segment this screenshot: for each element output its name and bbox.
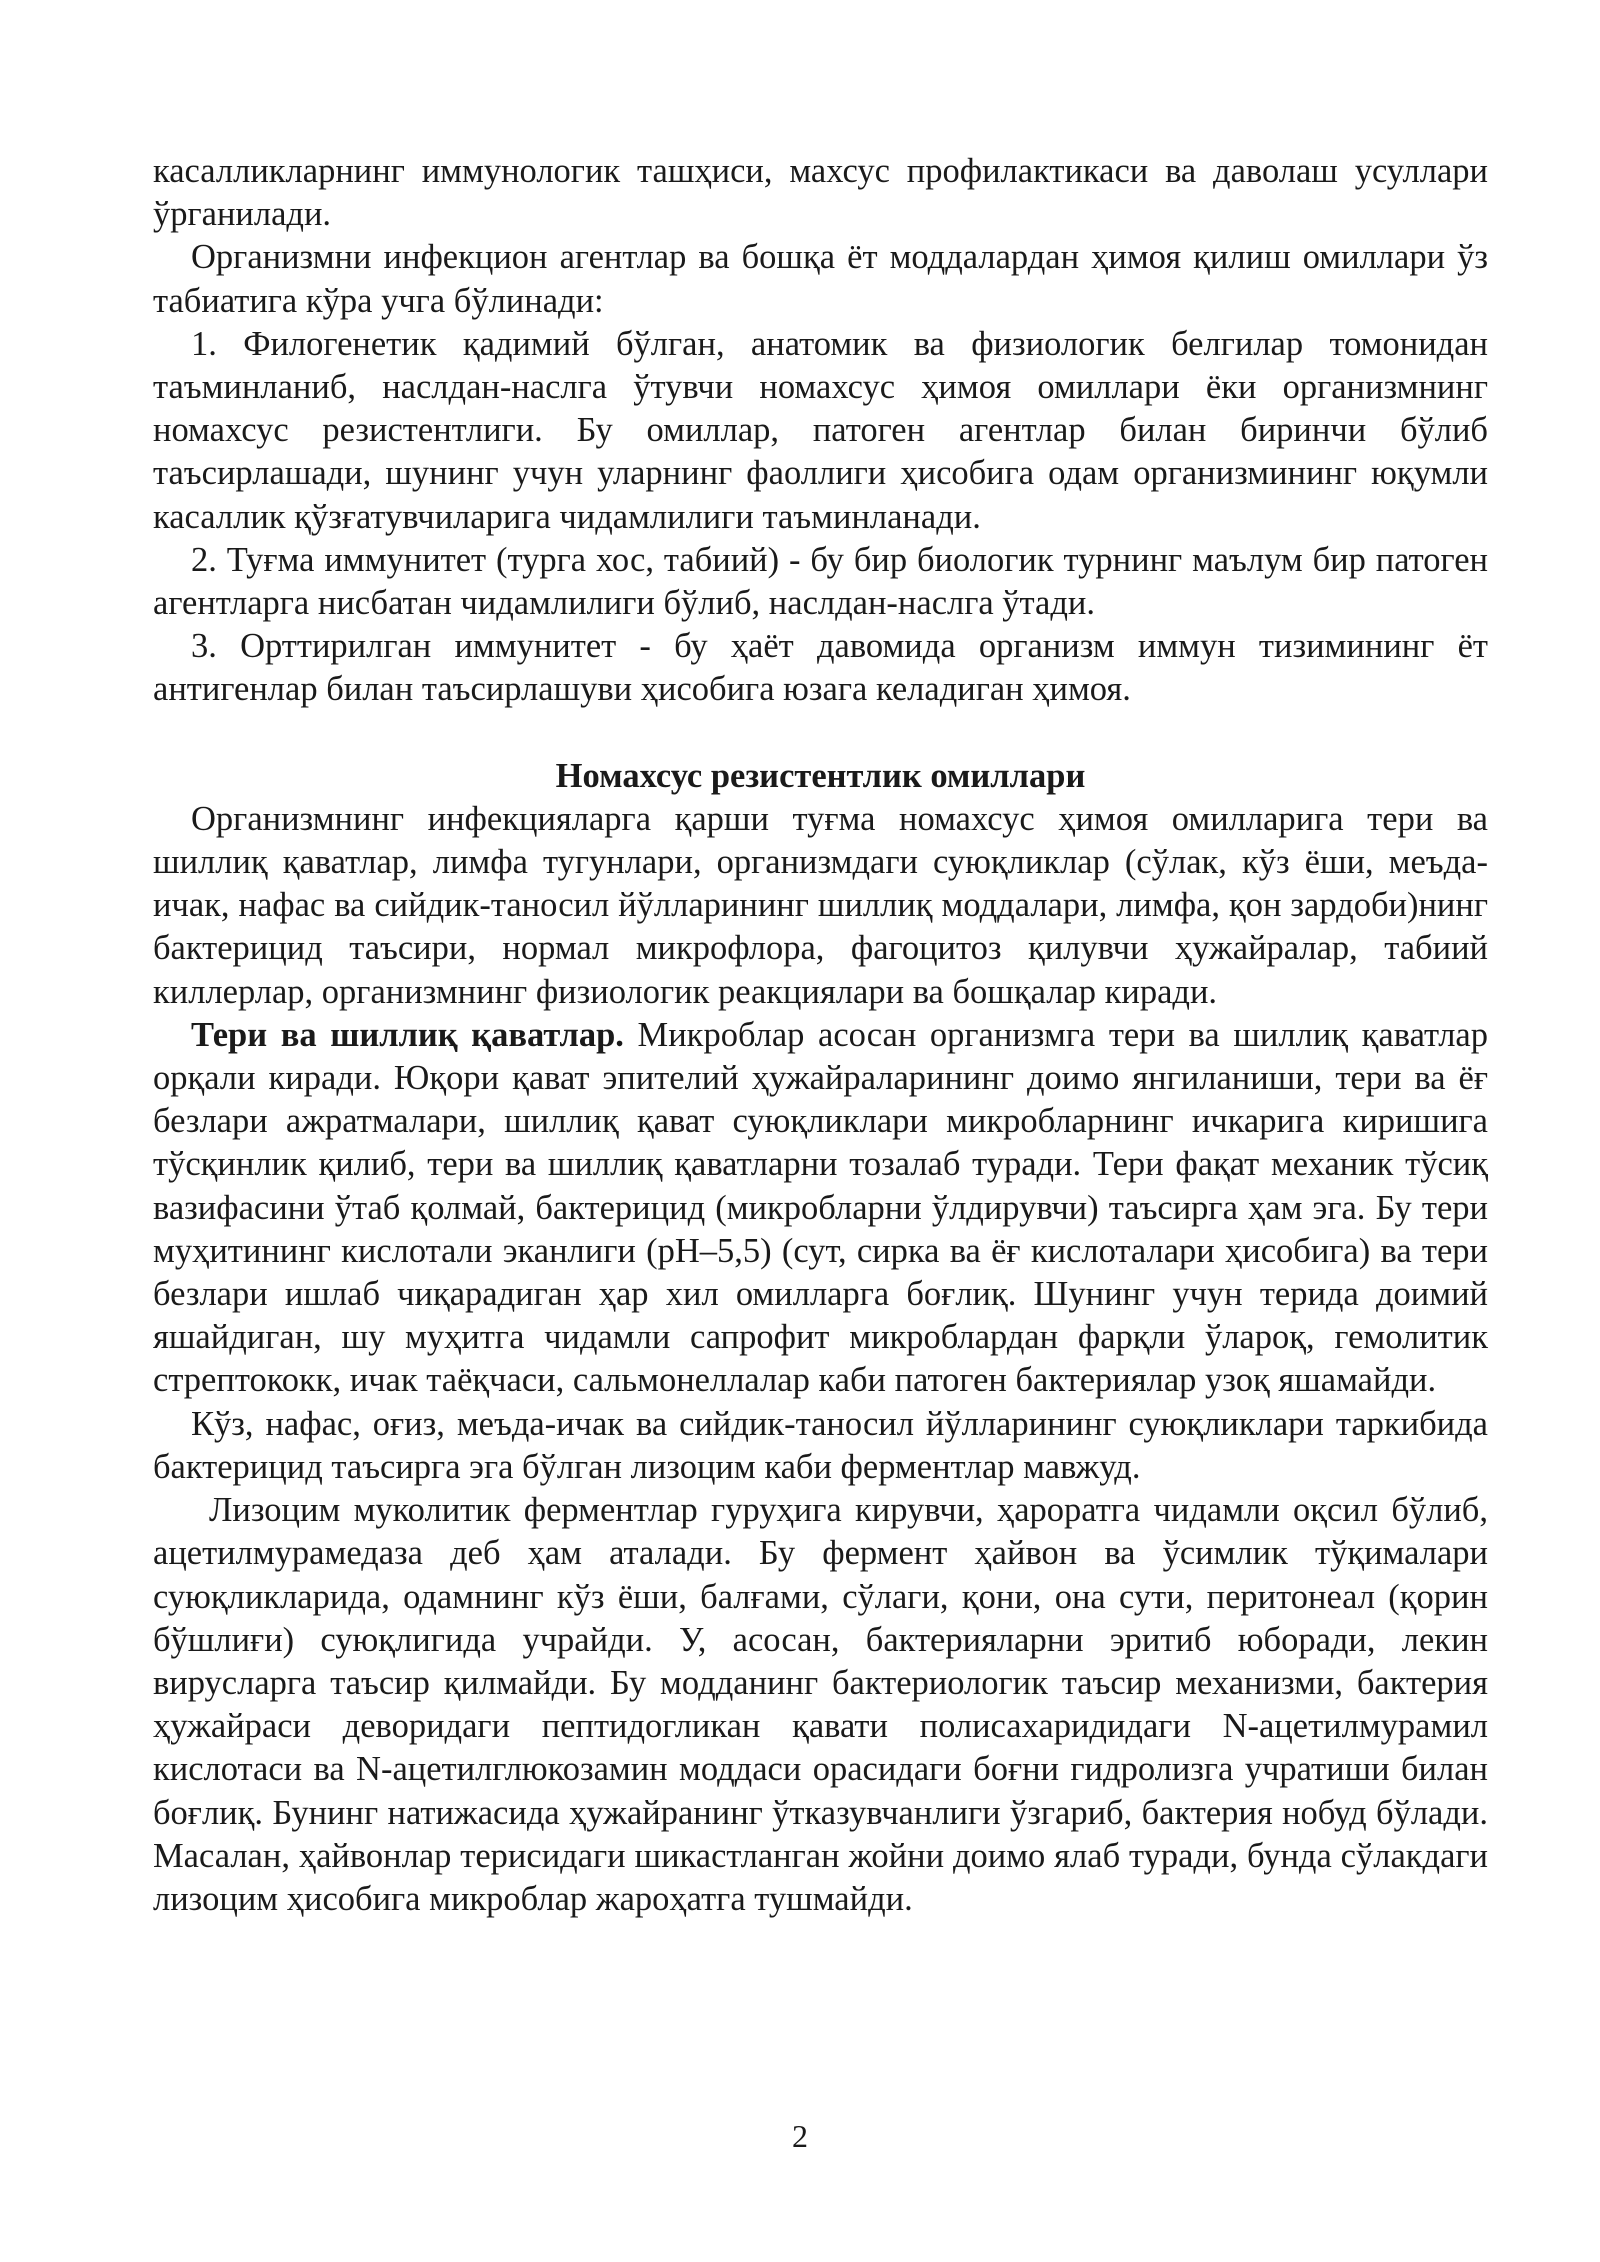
paragraph-nonspecific-factors: Организмнинг инфекцияларга қарши туғма номахсус ҳимоя омилларига тери ва шиллиқ қаватлар, лимфа тугунлари, организмдаги суюқликлар (сўлак, кўз ёши, меъда-ичак, нафас ва сийдик-таносил йўлларининг шиллиқ моддалари, лимфа, қон зардоби)нинг бактерицид таъсири, нормал микрофлора, фагоцитоз қилувчи ҳужайралар, табиий киллерлар, организмнинг физиологик реакциялари ва бошқалар киради.: [153, 799, 1488, 1011]
list-item-2: 2. Туғма иммунитет (турга хос, табиий) - бу бир биологик турнинг маълум бир патоген агентларга нисбатан чидамлилиги бўлиб, наслдан-наслга ўтади.: [153, 540, 1488, 623]
paragraph-lysozyme: Лизоцим муколитик ферментлар гуруҳига кирувчи, ҳароратга чидамли оқсил бўлиб, ацетилмурамедаза деб ҳам аталади. Бу фермент ҳайвон ва ўсимлик тўқималари суюқликларида, одамнинг кўз ёши, балғами, сўлаги, қони, она сути, перитонеал (қорин бўшлиғи) суюқлигида учрайди. У, асосан, бактерияларни эритиб юборади, лекин вирусларга таъсир қилмайди. Бу модданинг бактериологик таъсир механизми, бактерия ҳужайраси деворидаги пептидогликан қавати полисахаридидаги N-ацетилмурамил кислотаси ва N-ацетилглюкозамин моддаси орасидаги боғни гидролизга учратиши билан боғлиқ. Бунинг натижасида ҳужайранинг ўтказувчанлиги ўзгариб, бактерия нобуд бўлади. Масалан, ҳайвонлар терисидаги шикастланган жойни доимо ялаб туради, бунда сўлакдаги лизоцим ҳисобига микроблар жароҳатга тушмайди.: [153, 1491, 1488, 1918]
list-item-1: 1. Филогенетик қадимий бўлган, анатомик ва физиологик белгилар томонидан таъминланиб, наслдан-наслга ўтувчи номахсус ҳимоя омиллари ёки организмнинг номахсус резистентлиги. Бу омиллар, патоген агентлар билан биринчи бўлиб таъсирлашади, шунинг учун уларнинг фаоллиги ҳисобига одам организмининг юқумли касаллик қўзғатувчиларига чидамлилиги таъминланади.: [153, 324, 1488, 536]
paragraph-fluids-enzymes: Кўз, нафас, оғиз, меъда-ичак ва сийдик-таносил йўлларининг суюқликлари таркибида бактерицид таъсирга эга бўлган лизоцим каби ферментлар мавжуд.: [153, 1404, 1488, 1486]
paragraph-skin-mucosa: [153, 1014, 1488, 1403]
document-page: [153, 150, 1488, 1921]
page-number: 2: [792, 2118, 808, 2154]
paragraph-body: Микроблар асосан организмга тери ва шиллиқ қаватлар орқали киради. Юқори қават эпителий ҳужайраларининг доимо янгиланиши, тери ва ёғ безлари ажратмалари, шиллиқ қават суюқликлари микробларнинг ичкарига киришига тўсқинлик қилиб, тери ва шиллиқ қаватларни тозалаб туради. Тери фақат механик тўсиқ вазифасини ўтаб қолмай, бактерицид (микробларни ўлдирувчи) таъсирга ҳам эга. Бу тери муҳитининг кислотали эканлиги (pH–5,5) (сут, сирка ва ёғ кислоталари ҳисобига) ва тери безлари ишлаб чиқарадиган ҳар хил омилларга боғлиқ. Шунинг учун терида доимий яшайдиган, шу муҳитга чидамли сапрофит микроблардан фарқли ўлароқ, гемолитик стрептококк, ичак таёқчаси, сальмонеллалар каби патоген бактериялар узоқ яшамайди.: [153, 1015, 1488, 1400]
section-heading: Номахсус резистентлик омиллари: [555, 756, 1086, 795]
paragraph-protection-factors: Организмни инфекцион агентлар ва бошқа ёт моддалардан ҳимоя қилиш омиллари ўз табиатига кўра учга бўлинади:: [153, 238, 1488, 320]
list-item-3: 3. Орттирилган иммунитет - бу ҳаёт давомида организм иммун тизимининг ёт антигенлар билан таъсирлашуви ҳисобига юзага келадиган ҳимоя.: [153, 627, 1488, 709]
paragraph-intro-continued: касалликларнинг иммунологик ташҳиси, махсус профилактикаси ва даволаш усуллари ўрганилади.: [153, 152, 1488, 234]
paragraph-lead-bold: Тери ва шиллиқ қаватлар.: [191, 1015, 624, 1054]
